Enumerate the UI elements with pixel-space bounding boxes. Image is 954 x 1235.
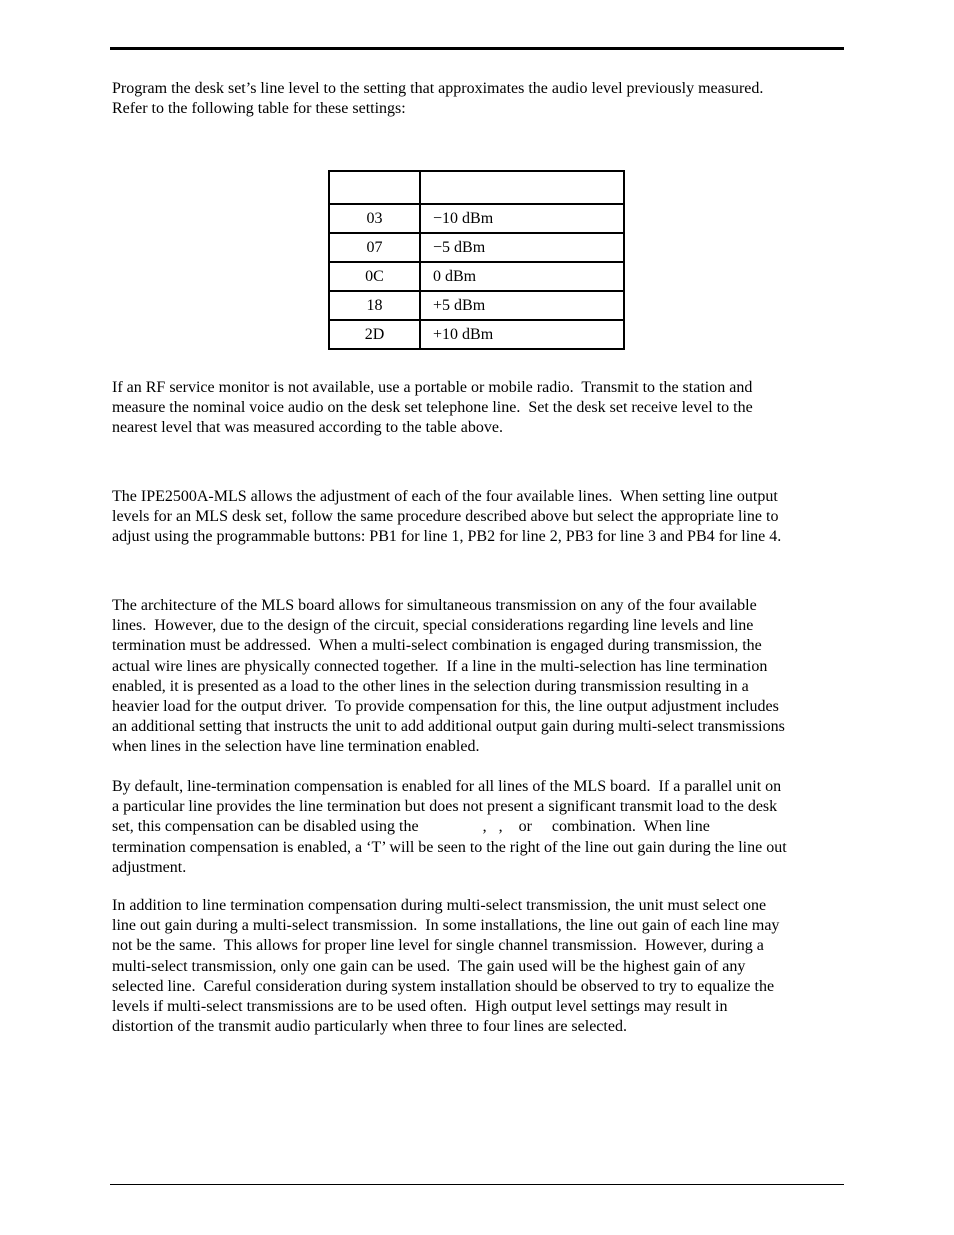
header-rule xyxy=(110,47,844,50)
text-line: multi-select transmission, only one gain can be used. The gain used will be the highest gain of any xyxy=(112,957,746,975)
table-row xyxy=(329,204,624,233)
text-line: nearest level that was measured according to the table above. xyxy=(112,419,503,437)
level-cell: +5 dBm xyxy=(420,291,624,320)
code-cell: 03 xyxy=(329,204,420,233)
code-cell: 2D xyxy=(329,320,420,349)
text-line: Refer to the following table for these settings: xyxy=(112,100,406,118)
code-cell: 0C xyxy=(329,262,420,291)
multi-select-paragraph xyxy=(112,896,847,1037)
table-row xyxy=(329,320,624,349)
text-line: when lines in the selection have line termination enabled. xyxy=(112,738,480,756)
table-row xyxy=(329,233,624,262)
text-line: not be the same. This allows for proper line level for single channel transmission. However, during a xyxy=(112,937,764,955)
text-line: By default, line-termination compensation is enabled for all lines of the MLS board. If a parallel unit on xyxy=(112,778,782,795)
intro-paragraph xyxy=(112,79,847,119)
text-line: termination must be addressed. When a multi-select combination is engaged during transmission, the xyxy=(112,637,762,655)
code-cell: 07 xyxy=(329,233,420,262)
text-line: distortion of the transmit audio particularly when three to four lines are selected. xyxy=(112,1018,627,1036)
table-row xyxy=(329,291,624,320)
table-row xyxy=(329,262,624,291)
line-level-table xyxy=(328,170,625,350)
text-line: The IPE2500A-MLS allows the adjustment of each of the four available lines. When setting line output xyxy=(112,488,778,505)
text-line: levels if multi-select transmissions are to be used often. High output level settings may result in xyxy=(112,998,728,1016)
text-line: The architecture of the MLS board allows for simultaneous transmission on any of the four available xyxy=(112,597,757,614)
text-line: levels for an MLS desk set, follow the same procedure described above but select the appropriate line to xyxy=(112,508,779,526)
text-line: line out gain during a multi-select transmission. In some installations, the line out gain of each line may xyxy=(112,917,780,935)
footer-rule xyxy=(110,1184,844,1185)
table-header-cell xyxy=(420,171,624,204)
mls-adjust-paragraph xyxy=(112,487,847,548)
table-header-row xyxy=(329,171,624,204)
level-cell: −5 dBm xyxy=(420,233,624,262)
text-line: set, this compensation can be disabled using the , , or combination. When line xyxy=(112,818,710,836)
text-line: an additional setting that instructs the unit to add additional output gain during multi-select transmissions xyxy=(112,718,785,736)
text-line: enabled, it is presented as a load to the other lines in the selection during transmission resulting in a xyxy=(112,677,749,695)
text-line: selected line. Careful consideration during system installation should be observed to try to equalize the xyxy=(112,977,775,995)
rf-monitor-paragraph xyxy=(112,378,847,439)
default-compensation-paragraph xyxy=(112,777,847,878)
text-line: measure the nominal voice audio on the desk set telephone line. Set the desk set receive level to the xyxy=(112,399,753,417)
table-header-cell xyxy=(329,171,420,204)
text-line: adjust using the programmable buttons: PB1 for line 1, PB2 for line 2, PB3 for line 3 and PB4 for line 4. xyxy=(112,528,782,546)
text-line: If an RF service monitor is not available, use a portable or mobile radio. Transmit to the station and xyxy=(112,379,753,396)
text-line: lines. However, due to the design of the circuit, special considerations regarding line levels and line xyxy=(112,617,754,635)
level-cell: 0 dBm xyxy=(420,262,624,291)
code-cell: 18 xyxy=(329,291,420,320)
text-line: a particular line provides the line termination but does not present a significant transmit load to the desk xyxy=(112,798,778,816)
text-line: actual wire lines are physically connected together. If a line in the multi-selection has line termination xyxy=(112,657,768,675)
text-line: heavier load for the output driver. To provide compensation for this, the line output adjustment includes xyxy=(112,698,779,716)
level-cell: −10 dBm xyxy=(420,204,624,233)
text-line: In addition to line termination compensation during multi-select transmission, the unit must select one xyxy=(112,897,767,914)
text-line: Program the desk set’s line level to the setting that approximates the audio level previously measured. xyxy=(112,80,764,97)
text-line: termination compensation is enabled, a ‘T’ will be seen to the right of the line out gain during the line out xyxy=(112,838,787,856)
text-line: adjustment. xyxy=(112,858,187,876)
level-cell: +10 dBm xyxy=(420,320,624,349)
architecture-paragraph xyxy=(112,596,847,758)
